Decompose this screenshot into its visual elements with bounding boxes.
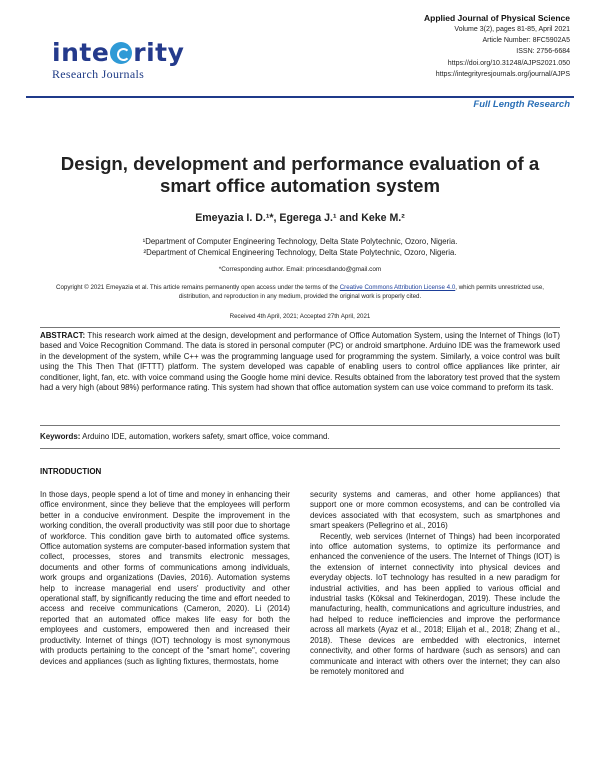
- affiliation-1: ¹Department of Computer Engineering Technology, Delta State Polytechnic, Ozoro, Nigeria.: [142, 237, 458, 246]
- abstract-label: ABSTRACT:: [40, 331, 86, 340]
- paper-title: Design, development and performance evaluation of a smart office automation system: [60, 153, 540, 196]
- abstract: [40, 331, 560, 393]
- keywords-label: Keywords:: [40, 432, 81, 441]
- keywords-text: Arduino IDE, automation, workers safety, smart office, voice command.: [80, 432, 330, 441]
- abstract-top-rule: [40, 327, 560, 328]
- logo-g-icon: [110, 42, 132, 64]
- article-number: Article Number: 8FC5902A5: [482, 37, 570, 45]
- paragraph: In those days, people spend a lot of time and money in enhancing their office environment, since they believe that the employees will perform better in a conducive environment. Despite the improvement in the working condition, the overall productivity was still poor due to shortage of workforce. This condition gave birth to automated office systems. Office automation systems are computer-based information system that collect, processes, stores and transmits electronic messages, documents and other forms of communications among individuals, work groups and organizations (Davies, 2016). Automation systems help to increase managerial end users' productivity and other operational staff, by significantly reducing the time and effort needed to access and receive communications (Cameron, 2020). Li (2014) reported that an automated office makes life easy for both the employees and customers, empowered then and increased their productivity. Internet of things (IOT) technology is most synonymous with products pertaining to the concept of the "smart home", covering devices and appliances (such as lighting fixtures, thermostats, home: [40, 490, 290, 666]
- body-column-right: [310, 490, 560, 677]
- received-dates: Received 4th April, 2021; Accepted 27th April, 2021: [229, 313, 371, 320]
- affiliations: [40, 236, 560, 258]
- copyright-notice: [40, 284, 560, 301]
- journal-url-link[interactable]: https://integrityresjournals.org/journal/AJPS: [435, 70, 570, 78]
- paragraph: Recently, web services (Internet of Things) had been incorporated into office automation systems, to optimize its performance and enhanced the convenience of the users. The Internet of Things (IOT) is the extension of internet connectivity into physical devices and everyday objects. IoT technology has resulted in a new paradigm for industrial activities, and has been applied to various official and industrial tasks (Köksal and Tekinerdogan, 2019). These include the manufacturing, health, communications and agriculture industries, and had helped to reduce inefficiencies and improve the performance across all markets (Ayaz et al., 2018; Elijah et al., 2018; Zhang et al., 2018). These devices are embedded with electronics, internet connectivity, and other forms of hardware (such as sensors) and can communicate and interact with others over the internet; they can also be remotely monitored and: [310, 531, 560, 676]
- keywords: [40, 432, 560, 441]
- header-divider: [26, 96, 574, 98]
- copyright-text-end: , which permits unrestricted use, distribution, and reproduction in any medium, provided the original work is properly cited.: [178, 284, 544, 300]
- section-heading-introduction: INTRODUCTION: [40, 467, 102, 476]
- logo-text-start: inte: [52, 38, 110, 67]
- affiliation-2: ²Department of Chemical Engineering Technology, Delta State Polytechnic, Ozoro, Nigeria.: [143, 248, 457, 257]
- logo-text-end: rity: [133, 38, 185, 67]
- abstract-bottom-rule: [40, 425, 560, 426]
- copyright-text: Copyright © 2021 Emeyazia et al. This article remains permanently open access under the terms of the: [55, 284, 340, 291]
- logo-subtitle: Research Journals: [52, 67, 145, 81]
- doi-link[interactable]: https://doi.org/10.31248/AJPS2021.050: [447, 59, 570, 67]
- corresponding-author: *Corresponding author. Email: princesdlando@gmail.com: [218, 266, 382, 273]
- abstract-text: This research work aimed at the design, development and performance of Office Automation System, using the Internet of Things (IoT) based and Voice Recognition Command. The data is stored in personal computer (PC) or android smartphone. Arduino IDE was the framework used in the development of the system, while C++ was the programming language used for programming the system. Similarly, a voice control was built using the This Then That (IFTTT) platform. The system developed was capable of enabling users to control office appliances like printer, air conditioner, light, fan, etc. with voice command using the Google home mini device. Results obtained from the laboratory test proved that the system had a very high (about 98%) performance rating. This system had shown that office automation system can use voice command to preform its task.: [40, 331, 560, 393]
- paragraph: security systems and cameras, and other home appliances) that support one or more common ecosystems, and can be controlled via devices associated with that ecosystem, such as smartphones and smart speakers (Pellegrino et al., 2016): [310, 490, 560, 531]
- keywords-bottom-rule: [40, 448, 560, 449]
- journal-name: Applied Journal of Physical Science: [424, 13, 570, 23]
- journal-logo: [52, 40, 192, 86]
- journal-info: [270, 12, 570, 80]
- issn: ISSN: 2756-6684: [516, 48, 570, 56]
- license-link[interactable]: Creative Commons Attribution License 4.0: [339, 284, 456, 291]
- author-list: Emeyazia I. D.¹*, Egerega J.¹ and Keke M.²: [195, 212, 405, 224]
- article-type-label: Full Length Research: [473, 99, 570, 110]
- journal-volume: Volume 3(2), pages 81-85, April 2021: [454, 26, 570, 33]
- body-column-left: [40, 490, 290, 667]
- logo-wordmark: [52, 40, 192, 66]
